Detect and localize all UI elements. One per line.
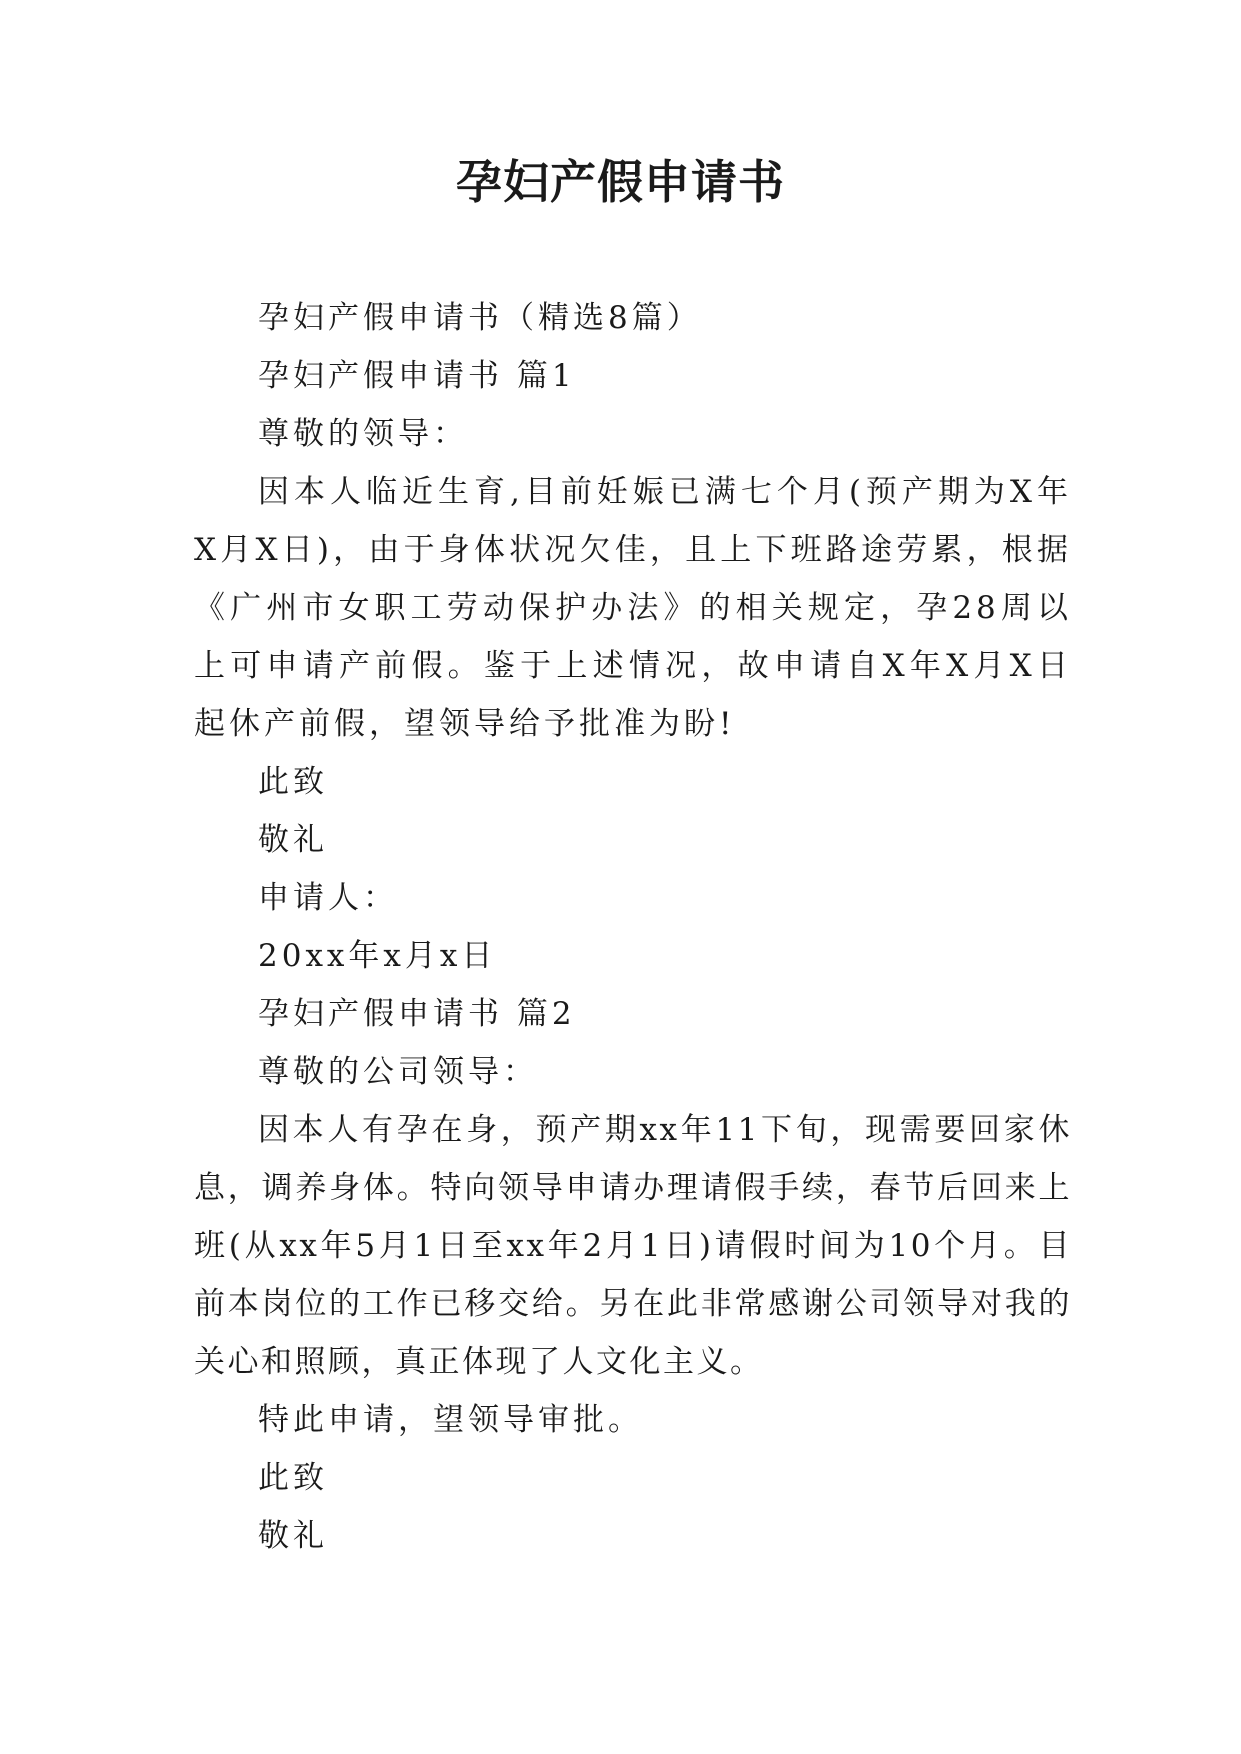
document-body	[194, 289, 1072, 1565]
salutation-1: 尊敬的领导：	[258, 416, 468, 452]
closing-jingli-1: 敬礼	[258, 822, 328, 858]
body-paragraph-1: 因本人临近生育,目前妊娠已满七个月(预产期为X年X月X日)，由于身体状况欠佳，且上下班路途劳累，根据《广州市女职工劳动保护办法》的相关规定，孕28周以上可申请产前假。鉴于上述情况，故申请自X年X月X日起休产前假，望领导给予批准为盼!	[194, 474, 1072, 742]
closing-cizhi-2: 此致	[258, 1460, 328, 1496]
doc-subtitle: 孕妇产假申请书（精选8篇）	[258, 300, 702, 336]
section-heading-1: 孕妇产假申请书 篇1	[258, 358, 576, 394]
date-line: 20xx年x月x日	[258, 938, 497, 974]
closing-cizhi-1: 此致	[258, 764, 328, 800]
applicant-label: 申请人：	[258, 880, 398, 916]
body-paragraph-2: 因本人有孕在身，预产期xx年11下旬，现需要回家休息，调养身体。特向领导申请办理请假手续，春节后回来上班(从xx年5月1日至xx年2月1日)请假时间为10个月。目前本岗位的工作已移交给。另在此非常感谢公司领导对我的关心和照顾，真正体现了人文化主义。	[194, 1112, 1072, 1380]
document-title: 孕妇产假申请书	[456, 155, 785, 209]
closing-jingli-2: 敬礼	[258, 1518, 328, 1554]
request-line: 特此申请，望领导审批。	[258, 1402, 643, 1438]
section-heading-2: 孕妇产假申请书 篇2	[258, 996, 576, 1032]
salutation-2: 尊敬的公司领导：	[258, 1054, 538, 1090]
